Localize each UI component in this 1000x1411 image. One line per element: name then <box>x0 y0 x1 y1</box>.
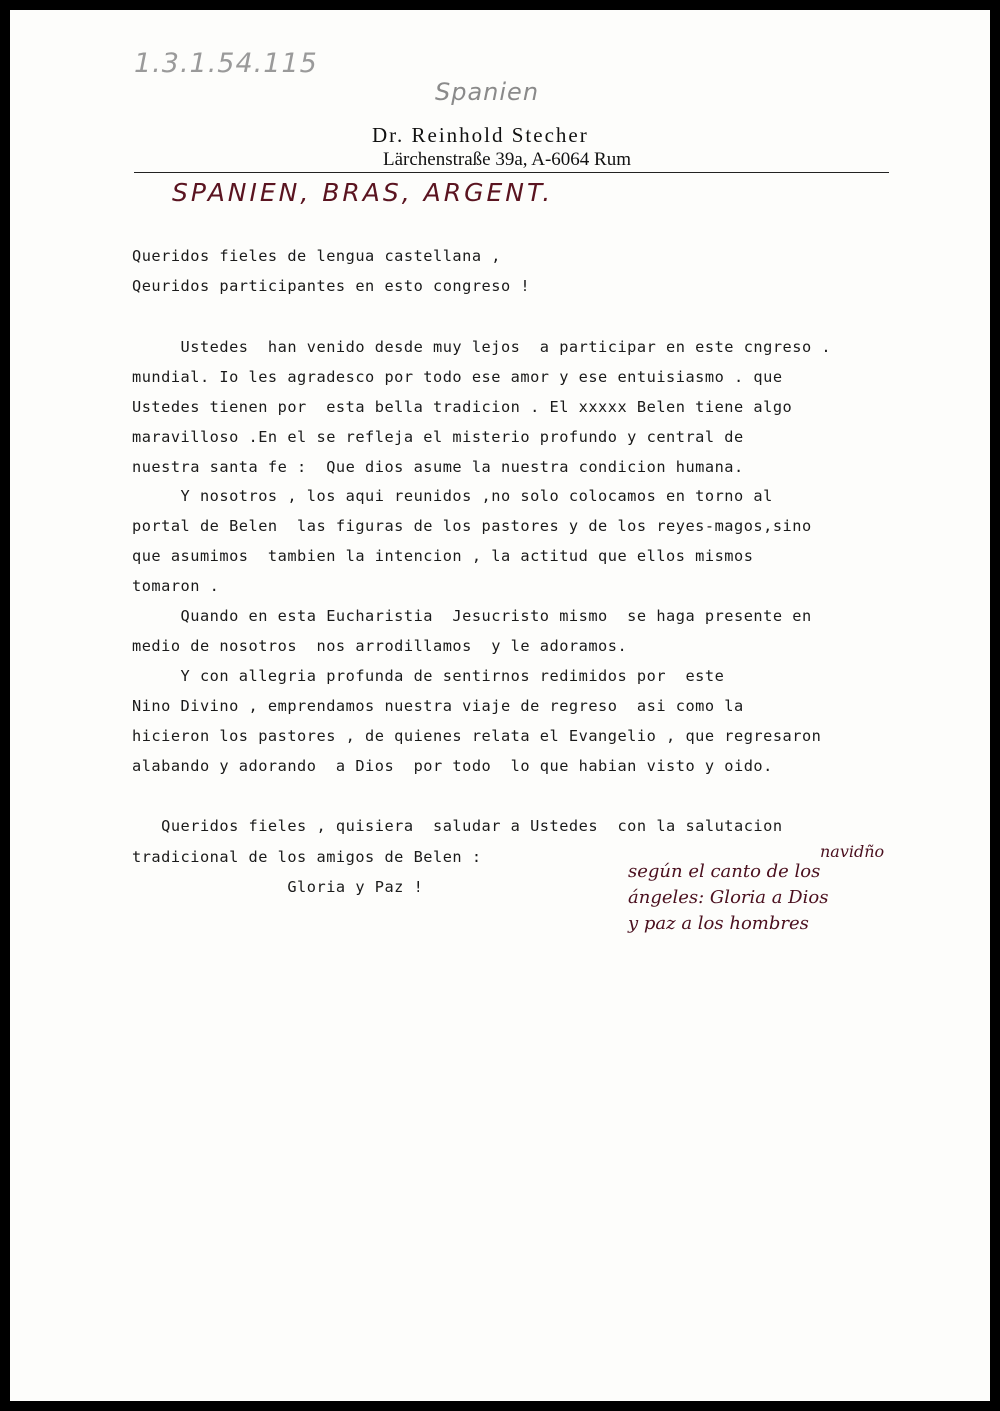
letter-line: tomaron . <box>132 577 220 595</box>
letter-line: Ustedes han venido desde muy lejos a participar en este cngreso . <box>132 338 832 356</box>
letter-line: Nino Divino , emprendamos nuestra viaje de regreso asi como la <box>132 697 744 715</box>
letter-line: alabando y adorando a Dios por todo lo que habian visto y oido. <box>132 757 773 775</box>
document-page <box>10 10 990 1401</box>
countries-note: SPANIEN, BRAS, ARGENT. <box>172 178 554 207</box>
letter-line: Gloria y Paz ! <box>132 878 424 896</box>
letter-line: Y con allegria profunda de sentirnos redimidos por este <box>132 667 725 685</box>
archive-number: 1.3.1.54.115 <box>134 48 318 79</box>
letter-line: Queridos fieles de lengua castellana , <box>132 247 501 265</box>
letter-line: portal de Belen las figuras de los pastores y de los reyes-magos,sino <box>132 517 812 535</box>
margin-note-line: y paz a los hombres <box>628 913 809 934</box>
letter-line: maravilloso .En el se refleja el misterio profundo y central de <box>132 428 744 446</box>
letter-line: mundial. Io les agradesco por todo ese amor y ese entuisiasmo . que <box>132 368 783 386</box>
letter-line: Y nosotros , los aqui reunidos ,no solo colocamos en torno al <box>132 487 773 505</box>
letterhead-name: Dr. Reinhold Stecher <box>372 123 589 147</box>
letter-line: nuestra santa fe : Que dios asume la nuestra condicion humana. <box>132 458 744 476</box>
letter-line: hicieron los pastores , de quienes relata el Evangelio , que regresaron <box>132 727 822 745</box>
letterhead-divider <box>134 172 889 173</box>
margin-note-line: ángeles: Gloria a Dios <box>628 887 829 908</box>
letter-line: Queridos fieles , quisiera saludar a Ustedes con la salutacion <box>132 817 783 835</box>
letter-line: que asumimos tambien la intencion , la actitud que ellos mismos <box>132 547 754 565</box>
letter-line: tradicional de los amigos de Belen : <box>132 848 482 866</box>
margin-note-line: según el canto de los <box>628 861 821 882</box>
margin-note-insertion: navidño <box>820 842 885 861</box>
letter-line: Qeuridos participantes en esto congreso ! <box>132 277 531 295</box>
letter-line: Quando en esta Eucharistia Jesucristo mismo se haga presente en <box>132 607 812 625</box>
letterhead-address: Lärchenstraße 39a, A-6064 Rum <box>383 149 631 170</box>
pencil-note: Spanien <box>435 78 540 106</box>
letter-line: medio de nosotros nos arrodillamos y le adoramos. <box>132 637 628 655</box>
letter-line: Ustedes tienen por esta bella tradicion . El xxxxx Belen tiene algo <box>132 398 793 416</box>
